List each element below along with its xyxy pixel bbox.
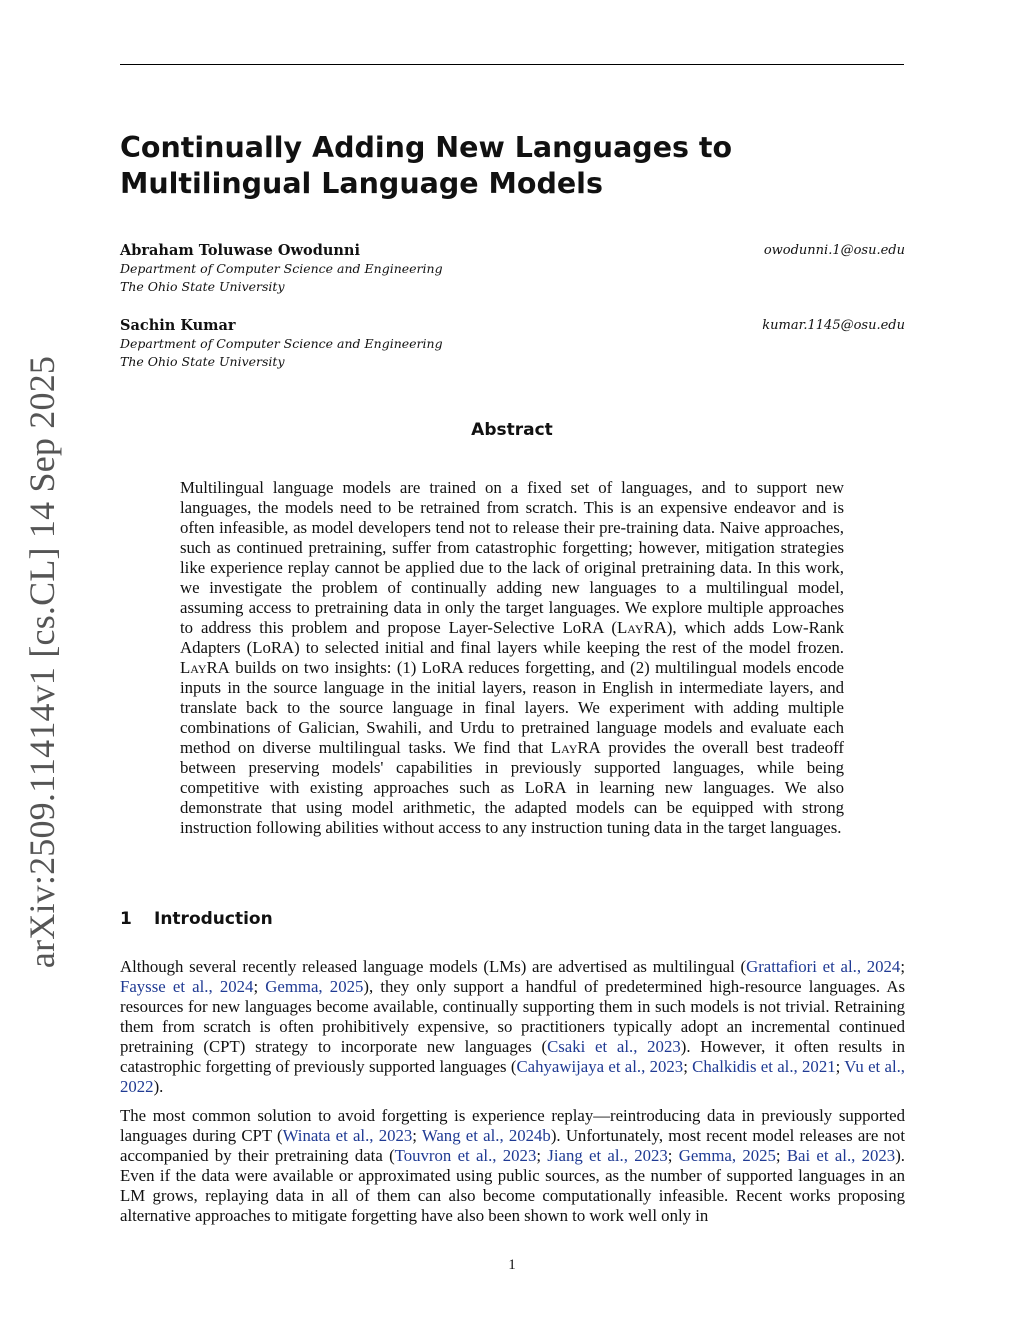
layra-name: LayRA (617, 618, 667, 637)
layra-name: LayRA (180, 658, 230, 677)
author-block-1 (120, 242, 905, 296)
section-title: Introduction (154, 909, 273, 929)
author-name: Sachin Kumar (120, 317, 236, 334)
citation-link[interactable]: Chalkidis et al., 2021 (692, 1057, 836, 1076)
citation-link[interactable]: Jiang et al., 2023 (547, 1146, 668, 1165)
intro-paragraph-2: The most common solution to avoid forgetting is experience replay—reintroducing data in previously supported languages during CPT (Winata et al., 2023; Wang et al., 2024b). Unfortunately, most recent model releases are not accompanied by their pretraining data (Touvron et al., 2023; Jiang et al., 2023; Gemma, 2025; Bai et al., 2023). Even if the data were available or approximated using public sources, as the number of supported languages in an LM grows, replaying data in all of them can also become computationally infeasible. Recent works proposing alternative approaches to mitigate forgetting have also been shown to work well only in (120, 1106, 905, 1225)
arxiv-identifier[interactable]: arXiv:2509.11414v1 [cs.CL] 14 Sep 2025 (22, 355, 62, 969)
abstract-heading: Abstract (471, 420, 553, 440)
author-block-2 (120, 317, 905, 371)
citation-link[interactable]: Touvron et al., 2023 (394, 1146, 537, 1165)
section-number: 1 (120, 909, 132, 929)
author-department: Department of Computer Science and Engineering (120, 336, 443, 351)
author-email[interactable]: kumar.1145@osu.edu (762, 318, 905, 333)
intro-paragraph-1: Although several recently released language models (LMs) are advertised as multilingual (Grattafiori et al., 2024; Faysse et al., 2024; Gemma, 2025), they only support a handful of predetermined high-resource languages. As resources for new languages become available, continually supporting them in such models is not trivial. Retraining them from scratch is often prohibitively expensive, so practitioners typically adopt an incremental continued pretraining (CPT) strategy to incorporate new languages (Csaki et al., 2023). However, it often results in catastrophic forgetting of previously supported languages (Cahyawijaya et al., 2023; Chalkidis et al., 2021; Vu et al., 2022). (120, 957, 906, 1096)
page-number: 1 (508, 1257, 516, 1273)
citation-link[interactable]: Winata et al., 2023 (282, 1126, 413, 1145)
abstract-text: Multilingual language models are trained on a fixed set of languages, and to support new languages, the models need to be retrained from scratch. This is an expensive endeavor and is often infeasible, as model developers tend not to release their pre-training data. Naive approaches, such as continued pretraining, suffer from catastrophic forgetting; however, mitigation strategies like experience replay cannot be applied due to the lack of original pretraining data. In this work, we investigate the problem of continually adding new languages to a multilingual model, assuming access to pretraining data in only the target languages. We explore multiple approaches to address this problem and propose Layer-Selective LoRA (LayRA), which adds Low-Rank Adapters (LoRA) to selected initial and final layers while keeping the rest of the model frozen. LayRA builds on two insights: (1) LoRA reduces forgetting, and (2) multilingual models encode inputs in the source language in the initial layers, reason in English in intermediate layers, and translate back to the source language in final layers. We experiment with adding multiple combinations of Galician, Swahili, and Urdu to pretrained language models and evaluate each method on diverse multilingual tasks. We find that LayRA provides the overall best tradeoff between preserving models' capabilities in previously supported languages, while being competitive with existing approaches such as LoRA in learning new languages. We also demonstrate that using model arithmetic, the adapted models can be equipped with strong instruction following abilities without access to any instruction tuning data in the target languages. (180, 478, 844, 837)
top-rule (120, 64, 904, 65)
layra-name: LayRA (550, 738, 601, 757)
citation-link[interactable]: Csaki et al., 2023 (547, 1037, 681, 1056)
citation-link[interactable]: Wang et al., 2024b (421, 1126, 551, 1145)
author-email[interactable]: owodunni.1@osu.edu (763, 243, 905, 258)
section-heading-introduction (120, 909, 273, 929)
paper-title: Continually Adding New Languages to Multilingual Language Models (120, 131, 733, 200)
author-name: Abraham Toluwase Owodunni (120, 242, 360, 259)
citation-link[interactable]: Gemma, 2025 (678, 1146, 776, 1165)
citation-link[interactable]: Faysse et al., 2024 (120, 977, 254, 996)
author-university: The Ohio State University (120, 279, 285, 294)
citation-link[interactable]: Bai et al., 2023 (786, 1146, 896, 1165)
citation-link[interactable]: Gemma, 2025 (265, 977, 364, 996)
citation-link[interactable]: Grattafiori et al., 2024 (746, 957, 901, 976)
author-university: The Ohio State University (120, 354, 285, 369)
citation-link[interactable]: Cahyawijaya et al., 2023 (516, 1057, 684, 1076)
citation-link[interactable]: Vu et al., 2022 (120, 1057, 906, 1096)
author-department: Department of Computer Science and Engineering (120, 261, 443, 276)
